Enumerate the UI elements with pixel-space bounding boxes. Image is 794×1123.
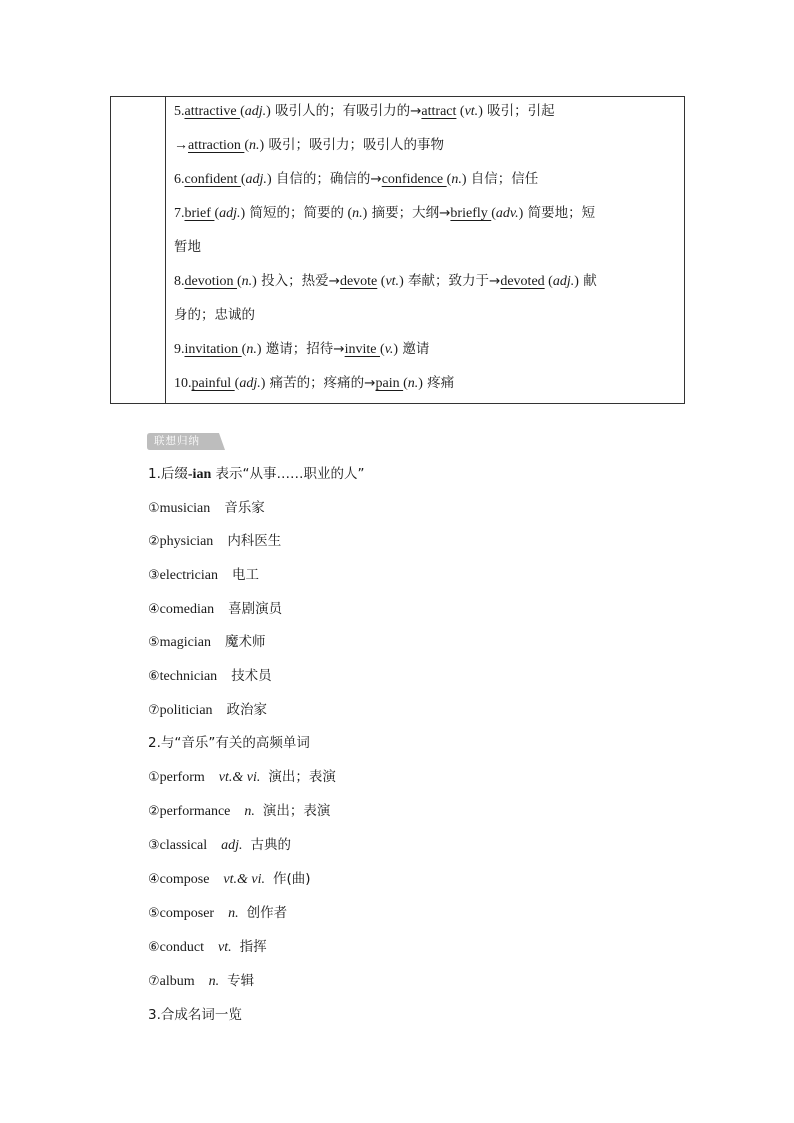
meaning: 简短的；简要的 [245,205,344,221]
headword: attractive [184,104,241,119]
list-item [148,937,267,958]
item-number: ⑦ [148,974,160,989]
continuation-text: 暂地 [174,239,201,255]
item-number: ⑥ [148,940,160,955]
meaning: 政治家 [226,702,268,718]
related-word: confidence [381,172,447,187]
part-of-speech: vt. [385,274,400,289]
list-item [148,869,311,890]
vocab-line-10: 10.painful (adj.) 痛苦的；疼痛的→pain (n.) 疼痛 [174,375,455,391]
headword: attraction [188,138,245,153]
meaning: 技术员 [231,668,272,684]
meaning: 作(曲) [273,871,311,887]
meaning: 自信的；确信的→ [271,171,382,187]
meaning: 喜剧演员 [228,601,283,617]
meaning: 自信；信任 [466,171,539,187]
word: classical [159,838,208,853]
meaning: 邀请；招待→ [261,341,345,357]
word: composer [159,906,215,921]
meaning: 简要地；短 [523,205,596,221]
section-title: 3.合成名词一览 [148,1007,242,1023]
section-tag [147,433,225,450]
word: physician [159,534,214,549]
list-item [148,767,336,788]
related-word: devoted [500,274,545,289]
part-of-speech: v. [384,342,394,357]
part-of-speech: vt.& vi. [218,770,261,785]
part-of-speech: vt. [464,104,479,119]
item-number: 7. [174,206,185,221]
list-item [148,903,287,924]
list-item [148,599,282,620]
part-of-speech: adv. [495,206,519,221]
word: comedian [159,602,215,617]
vocab-line-8: 8.devotion (n.) 投入；热爱→devote (vt.) 奉献；致力于→devoted (adj.) 献 [174,273,597,289]
part-of-speech: adj. [221,838,243,853]
item-number: ① [148,501,160,516]
section3-title [148,1005,242,1026]
item-number: ② [148,804,160,819]
meaning: 古典的 [250,837,291,853]
meaning: 吸引人的；有吸引力的→ [270,103,422,119]
word: magician [159,635,211,650]
list-item [148,971,254,992]
item-number: 10. [174,376,192,391]
meaning: 内科医生 [227,533,282,549]
list-item [148,565,259,586]
related-word: invite [344,342,381,357]
headword: painful [191,376,235,391]
headword: confident [184,172,241,187]
vocab-line-9: 9.invitation (n.) 邀请；招待→invite (v.) 邀请 [174,341,430,357]
section-title-rest: 表示“从事……职业的人” [211,466,365,482]
word: perform [159,770,205,785]
list-item [148,632,265,653]
meaning: 电工 [231,567,259,583]
part-of-speech: n. [407,376,419,391]
item-number: 5. [174,104,185,119]
vocab-line-6: 6.confident (adj.) 自信的；确信的→confidence (n.) 自信；信任 [174,171,539,187]
word: electrician [159,568,218,583]
meaning: 音乐家 [224,500,265,516]
list-item [148,801,330,822]
item-number: ④ [148,872,160,887]
related-word: pain [375,376,404,391]
part-of-speech: adj. [219,206,241,221]
table-left-column [111,97,166,403]
word: compose [159,872,210,887]
vocab-table [110,96,685,404]
list-item [148,531,281,552]
item-number: 8. [174,274,185,289]
meaning: 魔术师 [224,634,266,650]
meaning: 演出；表演 [268,769,336,785]
part-of-speech: adj. [244,104,267,119]
meaning: 创作者 [246,905,288,921]
vocab-line-8b [174,305,255,326]
part-of-speech: n. [249,138,260,153]
section1-title [148,464,365,485]
vocab-line-5b: →attraction (n.) 吸引；吸引力；吸引人的事物 [174,137,445,153]
word: conduct [159,940,204,955]
part-of-speech: n. [228,906,239,921]
headword: brief [184,206,215,221]
item-number: ③ [148,568,160,583]
related-word: briefly [450,206,492,221]
item-number: ③ [148,838,160,853]
item-number: ⑦ [148,703,160,718]
vocab-line-5: 5.attractive (adj.) 吸引人的；有吸引力的→attract (vt.) 吸引；引起 [174,103,555,119]
word: musician [159,501,211,516]
meaning: 邀请 [398,341,430,357]
list-item [148,835,291,856]
word: politician [159,703,213,718]
section-title: 2.与“音乐”有关的高频单词 [148,735,310,751]
arrow-symbol: → [174,138,188,153]
part-of-speech: vt.& vi. [223,872,266,887]
part-of-speech: n. [451,172,462,187]
word: technician [159,669,218,684]
word: performance [159,804,231,819]
item-number: 9. [174,342,185,357]
item-number: ② [148,534,160,549]
meaning: 演出；表演 [262,803,331,819]
part-of-speech: n. [208,974,220,989]
item-number: ④ [148,602,160,617]
vocab-line-7: 7.brief (adj.) 简短的；简要的 (n.) 摘要；大纲→briefly (adv.) 简要地；短 [174,205,596,221]
continuation-text: 身的；忠诚的 [174,307,255,323]
list-item [148,498,265,519]
part-of-speech: n. [352,206,363,221]
tag-label: 联想归纳 [154,435,200,447]
part-of-speech: vt. [217,940,232,955]
meaning: 献 [578,273,597,289]
item-number: 6. [174,172,185,187]
section-title-prefix: 1.后缀 [148,466,188,482]
part-of-speech: adj. [239,376,261,391]
list-item [148,666,272,687]
related-word: devote [339,274,378,289]
suffix-text: -ian [187,467,212,482]
meaning: 摘要；大纲→ [367,205,451,221]
headword: invitation [184,342,242,357]
part-of-speech: n. [241,274,253,289]
meaning: 指挥 [239,939,267,955]
headword: devotion [184,274,237,289]
meaning: 吸引；吸引力；吸引人的事物 [264,137,445,153]
section2-title [148,733,310,754]
vocab-line-7b [174,237,201,258]
item-number: ⑤ [148,906,160,921]
list-item [148,700,267,721]
meaning: 疼痛 [422,375,455,391]
part-of-speech: n. [246,342,257,357]
item-number: ⑤ [148,635,160,650]
meaning: 投入；热爱→ [256,273,340,289]
meaning: 吸引；引起 [482,103,555,119]
part-of-speech: n. [244,804,255,819]
item-number: ⑥ [148,669,160,684]
part-of-speech: adj. [552,274,575,289]
meaning: 专辑 [227,973,255,989]
part-of-speech: adj. [245,172,267,187]
item-number: ① [148,770,160,785]
word: album [159,974,195,989]
related-word: attract [421,104,457,119]
meaning: 奉献；致力于→ [403,273,501,289]
meaning: 痛苦的；疼痛的→ [265,375,376,391]
